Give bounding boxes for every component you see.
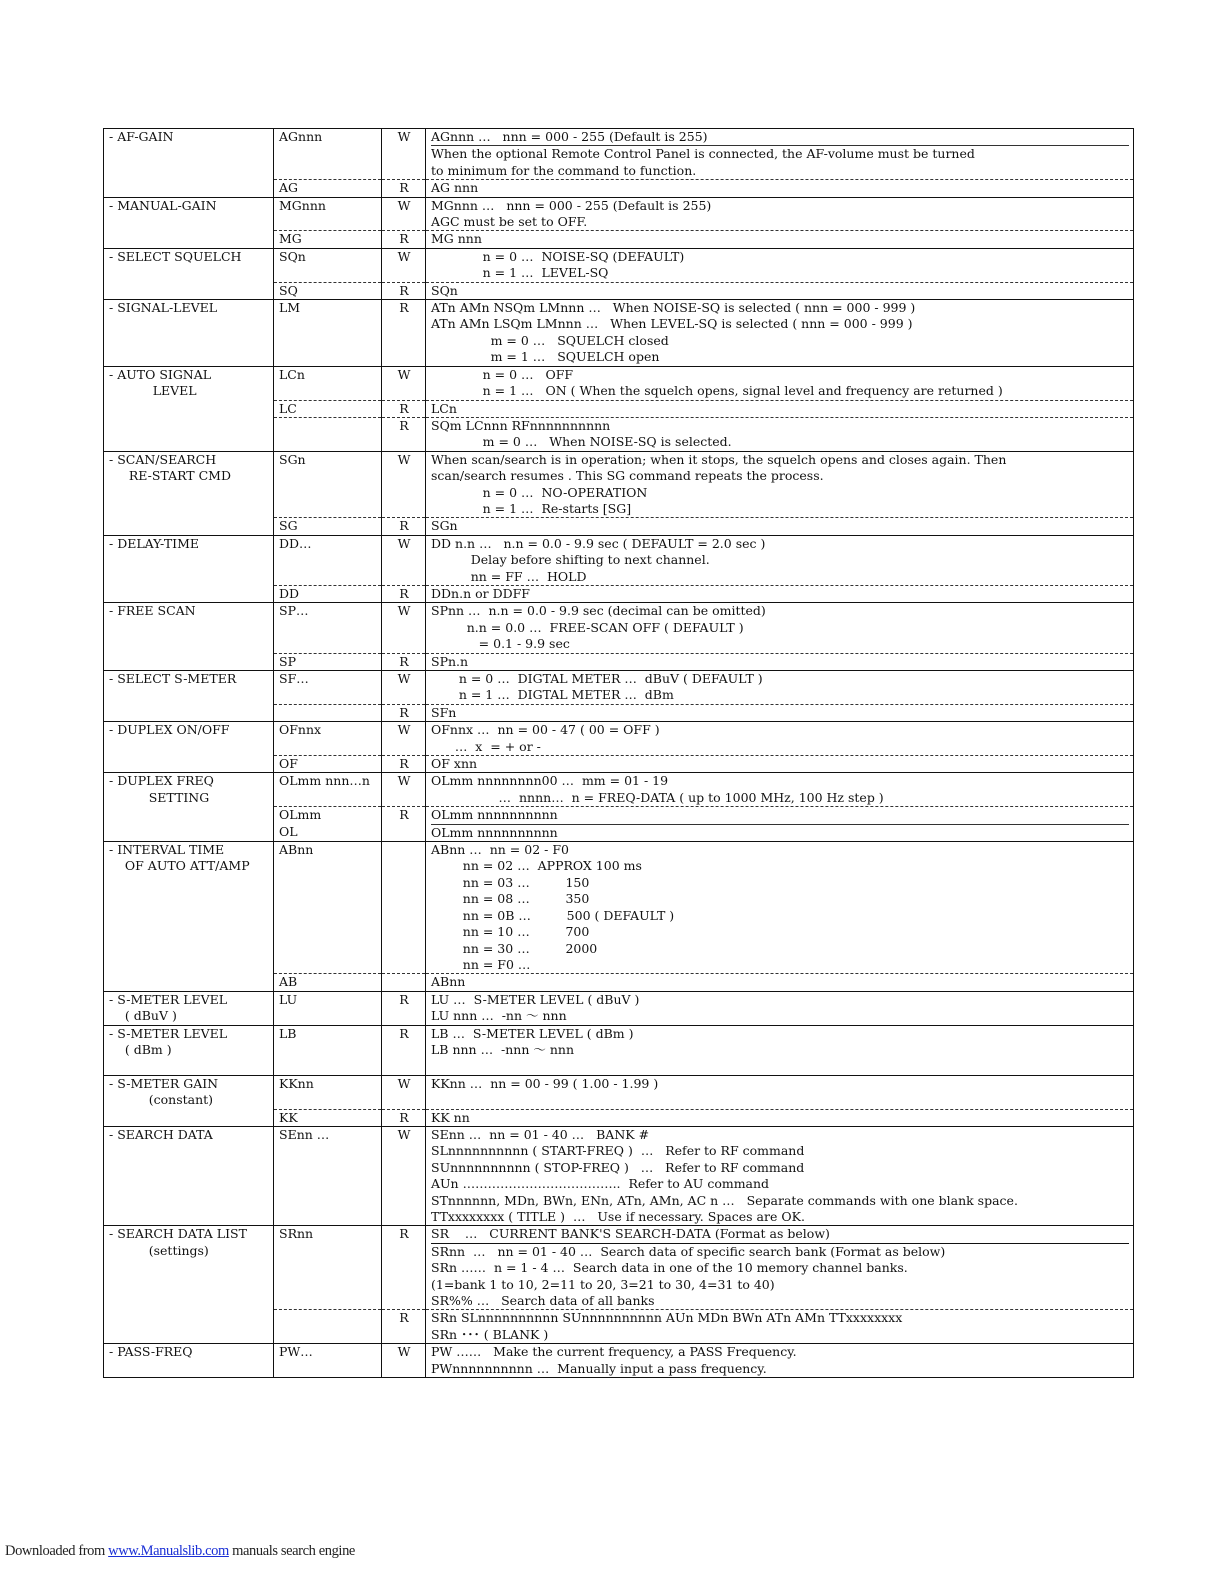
description-line: DD n.n … n.n = 0.0 - 9.9 sec ( DEFAULT = 2.0 sec ) bbox=[431, 535, 766, 551]
description-line: m = 0 … When NOISE-SQ is selected. bbox=[431, 434, 732, 450]
command-description bbox=[426, 842, 1134, 974]
command-row bbox=[104, 1226, 1134, 1310]
description-line: SPn.n bbox=[431, 653, 469, 669]
function-label bbox=[104, 671, 274, 722]
command-description bbox=[426, 671, 1134, 705]
command-description bbox=[426, 518, 1134, 535]
function-label-line: - SELECT S-METER bbox=[109, 671, 237, 686]
command-description bbox=[426, 1126, 1134, 1225]
download-footer bbox=[5, 1543, 355, 1560]
command-description bbox=[426, 197, 1134, 231]
command-code: ABnn bbox=[274, 842, 382, 974]
command-code: DD bbox=[274, 585, 382, 602]
description-line: OFnnx … nn = 00 - 47 ( 00 = OFF ) bbox=[431, 722, 660, 738]
description-line: Delay before shifting to next channel. bbox=[431, 552, 710, 568]
function-label-line: - S-METER LEVEL bbox=[109, 991, 228, 1007]
description-line bbox=[431, 1092, 1129, 1108]
read-write-flag: R bbox=[382, 400, 426, 417]
manualslib-link[interactable]: www.Manualslib.com bbox=[108, 1543, 229, 1559]
description-line: DDn.n or DDFF bbox=[431, 585, 530, 601]
footer-suffix: manuals search engine bbox=[228, 1543, 355, 1559]
description-line: OLmm nnnnnnnnnn bbox=[431, 807, 1129, 824]
description-line: MGnnn … nnn = 000 - 255 (Default is 255) bbox=[431, 197, 712, 213]
command-description bbox=[426, 773, 1134, 807]
read-write-flag: R bbox=[382, 1226, 426, 1310]
description-line: SR%% … Search data of all banks bbox=[431, 1293, 655, 1309]
command-description bbox=[426, 366, 1134, 400]
description-line: PW …… Make the current frequency, a PASS Frequency. bbox=[431, 1344, 797, 1360]
description-line: STnnnnnn, MDn, BWn, ENn, ATn, AMn, AC n … Separate commands with one blank space. bbox=[431, 1192, 1018, 1208]
description-line: nn = 10 … 700 bbox=[431, 924, 590, 940]
function-label-line: - SELECT SQUELCH bbox=[109, 248, 242, 264]
description-line: ABnn bbox=[431, 974, 466, 990]
description-line: n = 1 … ON ( When the squelch opens, signal level and frequency are returned ) bbox=[431, 383, 1003, 399]
command-description bbox=[426, 974, 1134, 991]
description-line: SPnn … n.n = 0.0 - 9.9 sec (decimal can be omitted) bbox=[431, 603, 766, 619]
command-code: SP bbox=[274, 653, 382, 670]
description-line: When the optional Remote Control Panel is connected, the AF-volume must be turned bbox=[431, 146, 975, 162]
command-code: AG bbox=[274, 180, 382, 197]
command-code bbox=[274, 417, 382, 451]
description-line: TTxxxxxxxx ( TITLE ) … Use if necessary. Spaces are OK. bbox=[431, 1209, 805, 1224]
function-label-line: SETTING bbox=[109, 789, 210, 805]
command-code: DD… bbox=[274, 535, 382, 585]
command-code: LB bbox=[274, 1025, 382, 1075]
command-code: SG bbox=[274, 518, 382, 535]
read-write-flag: W bbox=[382, 535, 426, 585]
description-line: SQm LCnnn RFnnnnnnnnnn bbox=[431, 417, 611, 433]
description-line: nn = 08 … 350 bbox=[431, 891, 590, 907]
function-label bbox=[104, 1025, 274, 1075]
command-code: PW… bbox=[274, 1344, 382, 1378]
description-line: SRn …… n = 1 - 4 … Search data in one of the 10 memory channel banks. bbox=[431, 1260, 908, 1276]
command-description bbox=[426, 400, 1134, 417]
function-label-line: - SIGNAL-LEVEL bbox=[109, 300, 218, 316]
read-write-flag: W bbox=[382, 671, 426, 705]
command-description bbox=[426, 282, 1134, 299]
command-description bbox=[426, 300, 1134, 367]
command-row bbox=[104, 1126, 1134, 1225]
command-row bbox=[104, 671, 1134, 705]
command-description bbox=[426, 417, 1134, 451]
function-label-line: - AF-GAIN bbox=[109, 129, 174, 144]
command-code: OF bbox=[274, 756, 382, 773]
function-label bbox=[104, 300, 274, 367]
description-line: OF xnn bbox=[431, 756, 478, 772]
description-line: scan/search resumes . This SG command repeats the process. bbox=[431, 468, 824, 484]
function-label-line: LEVEL bbox=[109, 383, 197, 399]
function-label bbox=[104, 366, 274, 451]
read-write-flag: W bbox=[382, 1344, 426, 1378]
description-line: ATn AMn LSQm LMnnn … When LEVEL-SQ is selected ( nnn = 000 - 999 ) bbox=[431, 316, 913, 332]
function-label-line: (constant) bbox=[109, 1092, 214, 1108]
read-write-flag: R bbox=[382, 585, 426, 602]
read-write-flag: W bbox=[382, 1075, 426, 1109]
command-code: SF… bbox=[274, 671, 382, 705]
command-row bbox=[104, 1025, 1134, 1075]
read-write-flag: W bbox=[382, 1126, 426, 1225]
command-description bbox=[426, 807, 1134, 842]
command-code: SRnn bbox=[274, 1226, 382, 1310]
function-label-line: ( dBuV ) bbox=[109, 1008, 177, 1024]
command-code: OLmm nnn…n bbox=[274, 773, 382, 807]
command-row bbox=[104, 1344, 1134, 1378]
function-label-line: - SCAN/SEARCH bbox=[109, 451, 217, 467]
command-description bbox=[426, 180, 1134, 197]
command-row bbox=[104, 535, 1134, 585]
read-write-flag: R bbox=[382, 756, 426, 773]
command-row bbox=[104, 991, 1134, 1025]
function-label-line: - AUTO SIGNAL bbox=[109, 366, 212, 382]
description-line: nn = 0B … 500 ( DEFAULT ) bbox=[431, 907, 675, 923]
description-line: n = 0 … NO-OPERATION bbox=[431, 484, 648, 500]
description-line: MG nnn bbox=[431, 231, 482, 247]
description-line: … nnnn… n = FREQ-DATA ( up to 1000 MHz, 100 Hz step ) bbox=[431, 789, 884, 805]
read-write-flag: R bbox=[382, 282, 426, 299]
function-label-line: ( dBm ) bbox=[109, 1041, 172, 1057]
function-label bbox=[104, 773, 274, 842]
function-label-line: - INTERVAL TIME bbox=[109, 842, 225, 858]
read-write-flag: R bbox=[382, 518, 426, 535]
description-line: KKnn … nn = 00 - 99 ( 1.00 - 1.99 ) bbox=[431, 1075, 659, 1091]
command-description bbox=[426, 535, 1134, 585]
command-row bbox=[104, 366, 1134, 400]
read-write-flag: W bbox=[382, 197, 426, 231]
read-write-flag: R bbox=[382, 807, 426, 842]
command-description bbox=[426, 1310, 1134, 1344]
command-description bbox=[426, 653, 1134, 670]
command-code: LC bbox=[274, 400, 382, 417]
read-write-flag: W bbox=[382, 248, 426, 282]
command-row bbox=[104, 129, 1134, 180]
description-line: SRnn … nn = 01 - 40 … Search data of specific search bank (Format as below) bbox=[431, 1243, 946, 1259]
command-description bbox=[426, 991, 1134, 1025]
description-line bbox=[431, 1058, 1129, 1074]
description-line: SGn bbox=[431, 518, 458, 534]
command-description bbox=[426, 1226, 1134, 1310]
function-label bbox=[104, 451, 274, 535]
description-line: nn = FF … HOLD bbox=[431, 568, 587, 584]
function-label bbox=[104, 991, 274, 1025]
read-write-flag: R bbox=[382, 704, 426, 721]
description-line: SLnnnnnnnnnn ( START-FREQ ) … Refer to RF command bbox=[431, 1143, 805, 1159]
description-line: ABnn … nn = 02 - F0 bbox=[431, 842, 569, 858]
description-line: AUn ……………………………….. Refer to AU command bbox=[431, 1176, 770, 1192]
command-table bbox=[103, 128, 1134, 1378]
function-label-line: RE-START CMD bbox=[109, 468, 231, 484]
command-code bbox=[274, 1310, 382, 1344]
command-row bbox=[104, 1075, 1134, 1109]
read-write-flag: R bbox=[382, 991, 426, 1025]
command-code: AGnnn bbox=[274, 129, 382, 180]
command-description bbox=[426, 704, 1134, 721]
command-description bbox=[426, 756, 1134, 773]
description-line: AGnnn … nnn = 000 - 255 (Default is 255) bbox=[431, 129, 1129, 146]
description-line: OLmm nnnnnnnnnn bbox=[431, 824, 558, 840]
command-code: SQn bbox=[274, 248, 382, 282]
description-line: SFn bbox=[431, 704, 457, 720]
function-label bbox=[104, 197, 274, 248]
read-write-flag bbox=[382, 974, 426, 991]
command-row bbox=[104, 603, 1134, 653]
description-line: SR … CURRENT BANK'S SEARCH-DATA (Format as below) bbox=[431, 1226, 1129, 1243]
command-description bbox=[426, 1344, 1134, 1378]
command-row bbox=[104, 842, 1134, 974]
description-line: n = 1 … LEVEL-SQ bbox=[431, 265, 609, 281]
function-label bbox=[104, 535, 274, 603]
function-label-line: - MANUAL-GAIN bbox=[109, 197, 217, 213]
function-label bbox=[104, 1075, 274, 1126]
description-line: SRn SLnnnnnnnnnn SUnnnnnnnnnn AUn MDn BWn ATn AMn TTxxxxxxxx bbox=[431, 1310, 903, 1326]
description-line: AG nnn bbox=[431, 180, 479, 196]
command-description bbox=[426, 1109, 1134, 1126]
description-line: n = 1 … Re-starts [SG] bbox=[431, 500, 632, 516]
description-line: to minimum for the command to function. bbox=[431, 162, 697, 178]
command-code: SEnn … bbox=[274, 1126, 382, 1225]
command-row bbox=[104, 773, 1134, 807]
command-description bbox=[426, 1075, 1134, 1109]
description-line: LB … S-METER LEVEL ( dBm ) bbox=[431, 1025, 634, 1041]
description-line: LB nnn … -nnn ～ nnn bbox=[431, 1041, 575, 1057]
description-line: When scan/search is in operation; when it stops, the squelch opens and closes again. Then bbox=[431, 451, 1007, 467]
command-row bbox=[104, 248, 1134, 282]
description-line: nn = 02 … APPROX 100 ms bbox=[431, 858, 642, 874]
read-write-flag: R bbox=[382, 180, 426, 197]
function-label-line: - FREE SCAN bbox=[109, 603, 196, 619]
description-line: n = 0 … OFF bbox=[431, 366, 574, 382]
command-code: LCn bbox=[274, 366, 382, 400]
description-line: LU … S-METER LEVEL ( dBuV ) bbox=[431, 991, 640, 1007]
read-write-flag: R bbox=[382, 300, 426, 367]
command-description bbox=[426, 231, 1134, 248]
command-description bbox=[426, 603, 1134, 653]
description-line: m = 1 … SQUELCH open bbox=[431, 349, 660, 365]
function-label-line: OF AUTO ATT/AMP bbox=[109, 858, 250, 874]
function-label-line: - DUPLEX FREQ bbox=[109, 773, 214, 789]
command-row bbox=[104, 451, 1134, 518]
function-label bbox=[104, 1226, 274, 1344]
command-code: KK bbox=[274, 1109, 382, 1126]
description-line: AGC must be set to OFF. bbox=[431, 214, 588, 230]
command-description bbox=[426, 129, 1134, 180]
command-code: OLmm OL bbox=[274, 807, 382, 842]
description-line: OLmm nnnnnnnn00 … mm = 01 - 19 bbox=[431, 773, 669, 789]
command-row bbox=[104, 722, 1134, 756]
description-line: SRn ･･･ ( BLANK ) bbox=[431, 1326, 549, 1342]
read-write-flag: W bbox=[382, 773, 426, 807]
function-label bbox=[104, 722, 274, 773]
command-code: LM bbox=[274, 300, 382, 367]
read-write-flag: W bbox=[382, 129, 426, 180]
command-code: MG bbox=[274, 231, 382, 248]
command-code: MGnnn bbox=[274, 197, 382, 231]
read-write-flag: W bbox=[382, 603, 426, 653]
read-write-flag: R bbox=[382, 231, 426, 248]
function-label bbox=[104, 1126, 274, 1225]
footer-prefix: Downloaded from bbox=[5, 1543, 109, 1559]
function-label-line: - SEARCH DATA LIST bbox=[109, 1226, 247, 1242]
description-line: n = 1 … DIGTAL METER … dBm bbox=[431, 687, 674, 703]
command-description bbox=[426, 722, 1134, 756]
function-label bbox=[104, 1344, 274, 1378]
read-write-flag: W bbox=[382, 722, 426, 756]
function-label-line: - SEARCH DATA bbox=[109, 1126, 213, 1142]
description-line: … x = + or - bbox=[431, 738, 541, 754]
read-write-flag: R bbox=[382, 417, 426, 451]
description-line: LCn bbox=[431, 400, 457, 416]
read-write-flag bbox=[382, 842, 426, 974]
command-code: SGn bbox=[274, 451, 382, 518]
read-write-flag: R bbox=[382, 1109, 426, 1126]
description-line: SEnn … nn = 01 - 40 … BANK # bbox=[431, 1126, 650, 1142]
function-label-line: - DUPLEX ON/OFF bbox=[109, 722, 230, 738]
description-line: PWnnnnnnnnnn … Manually input a pass frequency. bbox=[431, 1360, 767, 1376]
description-line: SUnnnnnnnnnn ( STOP-FREQ ) … Refer to RF command bbox=[431, 1159, 805, 1175]
command-row bbox=[104, 197, 1134, 231]
function-label-line: (settings) bbox=[109, 1242, 209, 1258]
command-code: OFnnx bbox=[274, 722, 382, 756]
function-label-line: - DELAY-TIME bbox=[109, 535, 200, 551]
command-description bbox=[426, 585, 1134, 602]
function-label bbox=[104, 129, 274, 198]
description-line: ATn AMn NSQm LMnnn … When NOISE-SQ is selected ( nnn = 000 - 999 ) bbox=[431, 300, 916, 316]
command-description bbox=[426, 451, 1134, 518]
command-row bbox=[104, 300, 1134, 367]
function-label-line: - S-METER GAIN bbox=[109, 1075, 219, 1091]
description-line: n.n = 0.0 … FREE-SCAN OFF ( DEFAULT ) bbox=[431, 619, 744, 635]
description-line: (1=bank 1 to 10, 2=11 to 20, 3=21 to 30, 4=31 to 40) bbox=[431, 1276, 775, 1292]
command-code: LU bbox=[274, 991, 382, 1025]
function-label bbox=[104, 248, 274, 299]
command-description bbox=[426, 1025, 1134, 1075]
function-label bbox=[104, 842, 274, 992]
command-code: SQ bbox=[274, 282, 382, 299]
command-code: AB bbox=[274, 974, 382, 991]
read-write-flag: R bbox=[382, 1025, 426, 1075]
description-line: nn = F0 … bbox=[431, 956, 531, 972]
read-write-flag: R bbox=[382, 1310, 426, 1344]
description-line: KK nn bbox=[431, 1109, 470, 1125]
description-line: = 0.1 - 9.9 sec bbox=[431, 636, 570, 652]
description-line: nn = 03 … 150 bbox=[431, 874, 590, 890]
function-label-line: - S-METER LEVEL bbox=[109, 1025, 228, 1041]
description-line: n = 0 … NOISE-SQ (DEFAULT) bbox=[431, 248, 685, 264]
command-code: SP… bbox=[274, 603, 382, 653]
command-description bbox=[426, 248, 1134, 282]
description-line: m = 0 … SQUELCH closed bbox=[431, 332, 669, 348]
read-write-flag: W bbox=[382, 366, 426, 400]
command-code bbox=[274, 704, 382, 721]
description-line: n = 0 … DIGTAL METER … dBuV ( DEFAULT ) bbox=[431, 671, 763, 686]
command-code: KKnn bbox=[274, 1075, 382, 1109]
read-write-flag: R bbox=[382, 653, 426, 670]
description-line: LU nnn … -nn ～ nnn bbox=[431, 1008, 567, 1024]
read-write-flag: W bbox=[382, 451, 426, 518]
description-line: nn = 30 … 2000 bbox=[431, 940, 598, 956]
function-label-line: - PASS-FREQ bbox=[109, 1344, 193, 1360]
description-line: SQn bbox=[431, 282, 458, 298]
function-label bbox=[104, 603, 274, 671]
